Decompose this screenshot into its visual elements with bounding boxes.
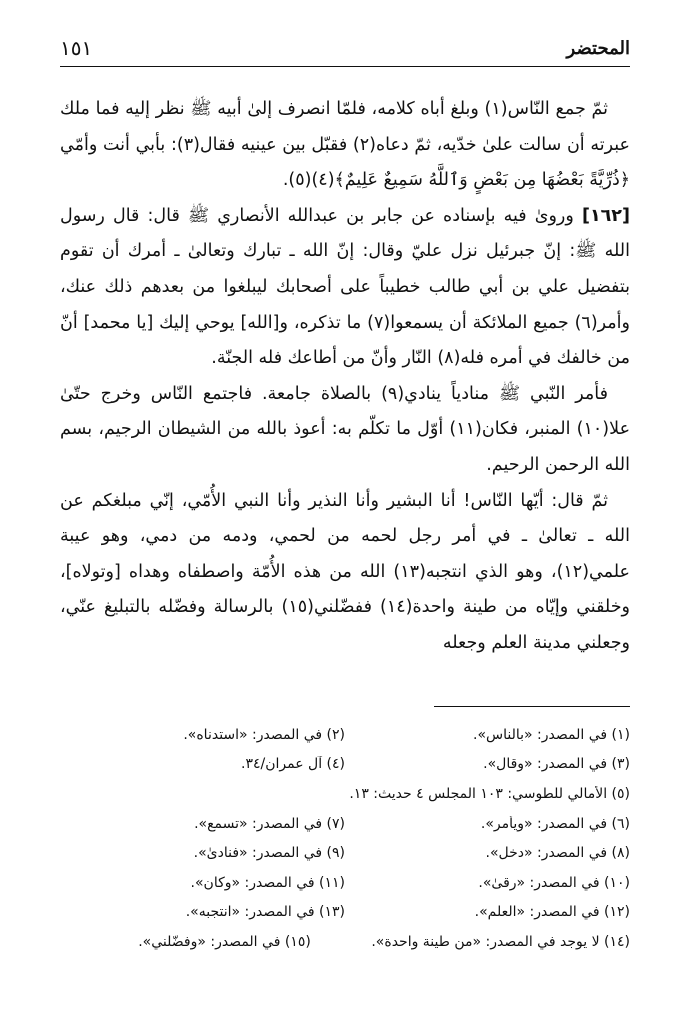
footnote: (١٤) لا يوجد في المصدر: «من طينة واحدة».: [371, 933, 630, 950]
footnotes: [60, 720, 630, 957]
footnote: (١١) في المصدر: «وكان».: [190, 874, 345, 891]
footnote: (١٣) في المصدر: «انتجبه».: [185, 904, 345, 921]
paragraph: ثمّ جمع النّاس(١) وبلغ أباه كلامه، فلمّا انصرف إلىٰ أبيه ﷺ نظر إليه فما ملك عبرته أن سالت علىٰ خدّيه، ثمّ دعاه(٢) فقبّل بين عينيه فقال(٣): بأبي أنت وأمّي ﴿ذُرِّيَّةً بَعْضُهَا مِن بَعْضٍ وَٱللَّهُ سَمِيعٌ عَلِيمٌ﴾(٤)(٥).: [60, 99, 631, 191]
paragraph: [60, 199, 630, 377]
footnote-row: [60, 868, 630, 898]
footnote-row: [60, 779, 630, 809]
paragraph: فأمر النّبي ﷺ منادياً ينادي(٩) بالصلاة جامعة. فاجتمع النّاس وخرج حتّىٰ علا(١٠) المنبر، فكان(١١) أوّل ما تكلّم به: أعوذ بالله من الشيطان الرجيم، بسم الله الرحمن الرحيم.: [60, 383, 631, 475]
footnote: (٩) في المصدر: «فنادىٰ».: [193, 845, 345, 862]
paragraph-text: وروىٰ فيه بإسناده عن جابر بن عبدالله الأنصاري ﷺ قال: قال رسول الله ﷺ: إنّ جبرئيل نزل عليّ وقال: إنّ الله ـ تبارك وتعالىٰ ـ أمرك أن تقوم بتفضيل علي بن أبي طالب خطيباً على أصحابك ليبلغوا من بعدهم ذلك عنك، وأمر(٦) جميع الملائكة أن يسمعوا(٧) ما تذكره، و[الله] يوحي إليك [يا محمد] أنّ من خالفك في أمره فله(٨) النّار وأنّ من أطاعك فله الجنّة.: [60, 205, 630, 369]
page-header: [60, 36, 630, 67]
footnote: (٢) في المصدر: «استدناه».: [183, 726, 345, 743]
footnote-row: [60, 927, 630, 957]
paragraph: ثمّ قال: أيّها النّاس! أنا البشير وأنا النذير وأنا النبي الأُمّي، إنّي مبلغكم عن الله ـ تعالىٰ ـ في أمر رجل لحمه من لحمي، ودمه من دمي، وهو عيبة علمي(١٢)، وهو الذي انتجبه(١٣) الله من هذه الأُمّة واصطفاه وهداه [وتولاه]، وخلقني وإيّاه من طينة واحدة(١٤) ففضّلني(١٥) بالرسالة وفضّله بالتبليغ عنّي، وجعلني مدينة العلم وجعله: [60, 490, 630, 653]
footnote: (٤) آل عمران/٣٤.: [241, 756, 345, 773]
footnote-row: [60, 809, 630, 839]
footnote: (١٥) في المصدر: «وفضّلني».: [138, 933, 311, 950]
footnote: (٦) في المصدر: «ويأمر».: [480, 815, 630, 832]
footnote: (١٠) في المصدر: «رقىٰ».: [478, 874, 630, 891]
footnote-row: [60, 720, 630, 750]
footnote: (١) في المصدر: «بالناس».: [473, 726, 630, 743]
footnote-separator: [434, 706, 630, 707]
hadith-number: [١٦٢]: [581, 205, 630, 226]
footnote: (١٢) في المصدر: «العلم».: [474, 904, 630, 921]
main-text: [60, 92, 630, 662]
footnote: (٨) في المصدر: «دخل».: [485, 845, 630, 862]
footnote: (٧) في المصدر: «تسمع».: [194, 815, 345, 832]
footnote-row: [60, 750, 630, 780]
footnote: (٣) في المصدر: «وقال».: [483, 756, 630, 773]
footnote-row: [60, 838, 630, 868]
running-title: المحتضر: [566, 38, 630, 59]
footnote: (٥) الأمالي للطوسي: ١٠٣ المجلس ٤ حديث: ١٣.: [349, 785, 630, 802]
footnote-row: [60, 898, 630, 928]
page-number: ١٥١: [60, 36, 93, 60]
